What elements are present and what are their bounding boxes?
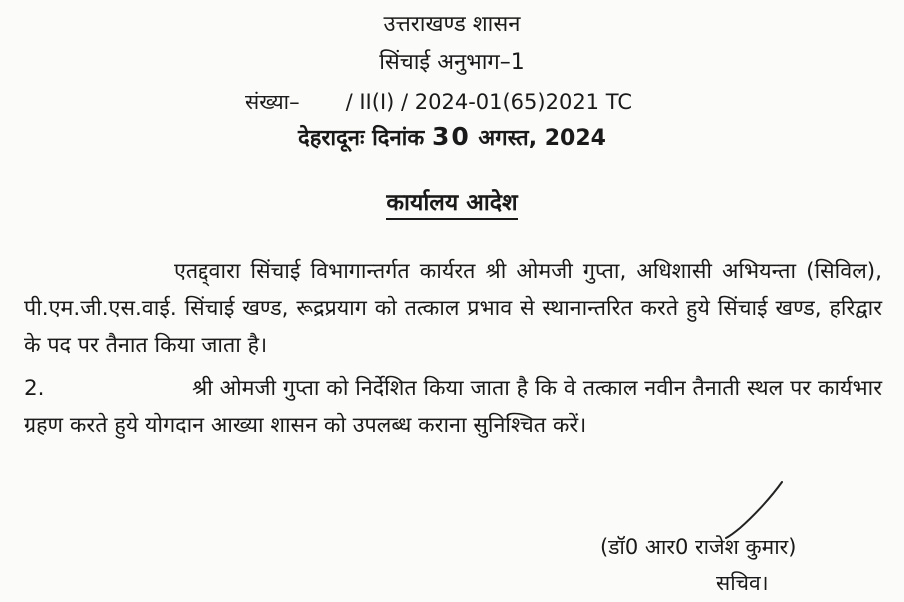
government-heading: उत्तराखण्ड शासन [383, 12, 521, 37]
date-prefix: देहरादूनः दिनांक [298, 126, 425, 151]
date-line [0, 122, 904, 152]
department-heading: सिंचाई अनुभाग–1 [379, 50, 525, 75]
date-month-year: अगस्त, 2024 [478, 126, 606, 151]
paragraph-1 [24, 253, 882, 364]
paragraph-2 [24, 370, 882, 444]
date-day: 30 [431, 122, 471, 151]
reference-line [245, 88, 632, 116]
paragraph-2-number: 2. [24, 376, 45, 401]
signature-mark [720, 478, 790, 540]
document-title [0, 185, 904, 217]
paragraph-2-text: श्री ओमजी गुप्ता को निर्देशित किया जाता है कि वे तत्काल नवीन तैनाती स्थल पर कार्यभार ग्रहण करते हुये योगदान आख्या शासन को उपलब्ध कराना सुनिश्चित करें। [24, 376, 882, 438]
reference-number: / II(I) / 2024-01(65)2021 TC [345, 90, 632, 114]
reference-label: संख्या– [245, 90, 300, 114]
document-title-text: कार्यालय आदेश [386, 190, 517, 220]
signatory-name: (डॉ0 आर0 राजेश कुमार) [600, 535, 797, 559]
signatory-designation: सचिव। [716, 571, 769, 595]
paragraph-1-text: एतद्द्वारा सिंचाई विभागान्तर्गत कार्यरत श्री ओमजी गुप्ता, अधिशासी अभियन्ता (सिविल), पी.एम.जी.एस.वाई. सिंचाई खण्ड, रूद्रप्रयाग को तत्काल प्रभाव से स्थानान्तरित करते हुये सिंचाई खण्ड, हरिद्वार के पद पर तैनात किया जाता है। [24, 259, 882, 358]
